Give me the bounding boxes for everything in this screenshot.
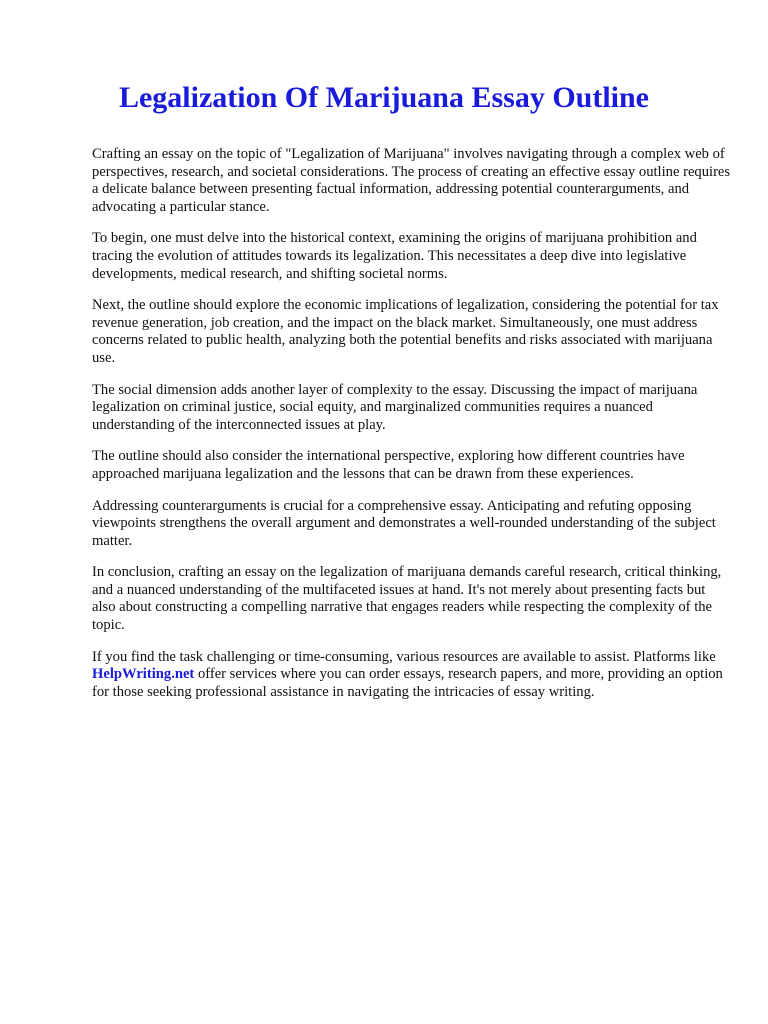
paragraph-counterarguments: Addressing counterarguments is crucial for a comprehensive essay. Anticipating and refuting opposing viewpoints strengthens the overall argument and demonstrates a well-rounded understanding of the subject matter.	[92, 497, 716, 549]
page-title: Legalization Of Marijuana Essay Outline	[118, 81, 649, 114]
paragraph-intro: Crafting an essay on the topic of "Legalization of Marijuana" involves navigating through a complex web of perspectives, research, and societal considerations. The process of creating an effective essay outline requires a delicate balance between presenting factual information, addressing potential counterarguments, and advocating a particular stance.	[92, 146, 731, 215]
paragraph-historical-context: To begin, one must delve into the historical context, examining the origins of marijuana prohibition and tracing the evolution of attitudes towards its legalization. This necessitates a deep dive into legislative developments, medical research, and shifting societal norms.	[92, 230, 697, 282]
paragraph-economic-implications: Next, the outline should explore the economic implications of legalization, considering the potential for tax revenue generation, job creation, and the impact on the black market. Simultaneously, one must address concerns related to public health, analyzing both the potential benefits and risks associated with marijuana use.	[92, 297, 719, 366]
paragraph-conclusion: In conclusion, crafting an essay on the legalization of marijuana demands careful research, critical thinking, and a nuanced understanding of the multifaceted issues at hand. It's not merely about presenting facts but also about constructing a compelling narrative that engages readers while respecting the complexity of the topic.	[92, 564, 722, 634]
helpwriting-link[interactable]: HelpWriting.net	[92, 666, 195, 683]
resources-text-after: offer services where you can order essays, research papers, and more, providing an option for those seeking professional assistance in navigating the intricacies of essay writing.	[92, 666, 723, 700]
paragraph-international-perspective: The outline should also consider the international perspective, exploring how different countries have approached marijuana legalization and the lessons that can be drawn from these experiences.	[92, 448, 685, 482]
paragraph-social-dimension: The social dimension adds another layer of complexity to the essay. Discussing the impact of marijuana legalization on criminal justice, social equity, and marginalized communities requires a nuanced understanding of the interconnected issues at play.	[92, 381, 698, 433]
paragraph-resources	[92, 649, 732, 702]
resources-text-before: If you find the task challenging or time-consuming, various resources are available to assist. Platforms like	[92, 648, 716, 665]
document-body	[92, 146, 732, 715]
